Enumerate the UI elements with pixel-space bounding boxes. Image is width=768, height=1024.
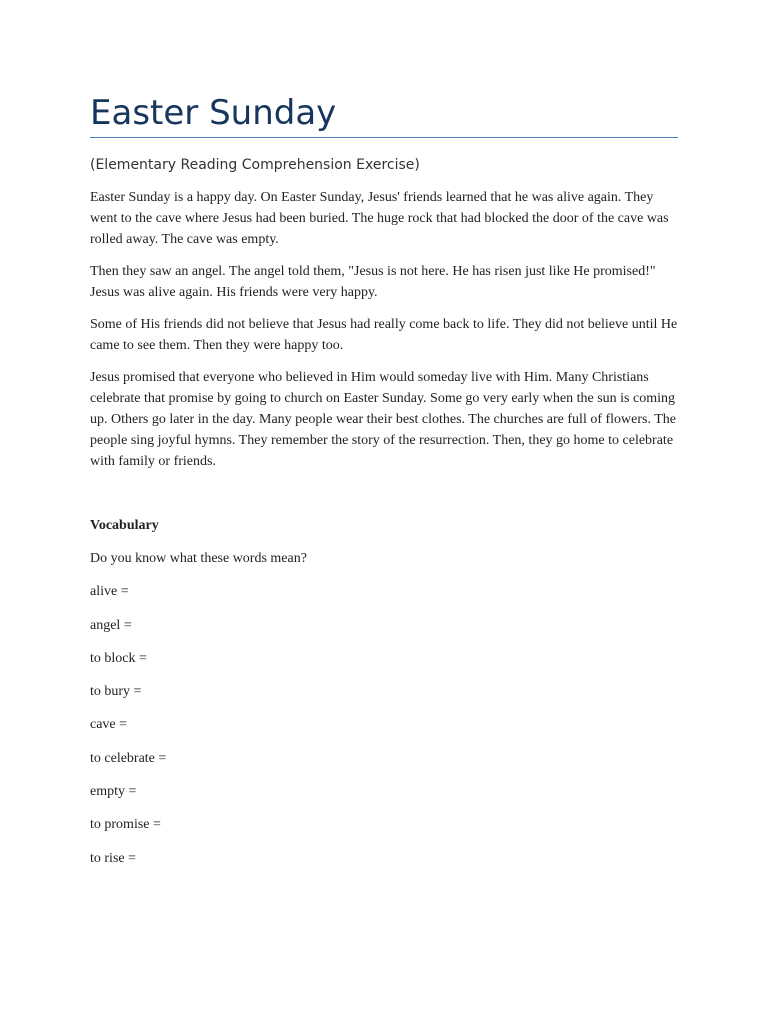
vocabulary-question: Do you know what these words mean? xyxy=(90,551,307,566)
vocabulary-item-to-rise: to rise = xyxy=(90,850,136,866)
vocabulary-item-to-celebrate: to celebrate = xyxy=(90,750,167,766)
vocabulary-item-to-promise: to promise = xyxy=(90,817,161,833)
vocabulary-item-empty: empty = xyxy=(90,784,137,800)
document-content xyxy=(90,92,678,869)
vocabulary-item-to-block: to block = xyxy=(90,650,147,666)
vocabulary-item-to-bury: to bury = xyxy=(90,684,142,700)
paragraph-3: Some of His friends did not believe that Jesus had really come back to life. They did not believe until He came to see them. Then they were happy too. xyxy=(90,317,678,353)
vocabulary-item-angel: angel = xyxy=(90,617,132,633)
page-subtitle: (Elementary Reading Comprehension Exercise) xyxy=(90,157,420,173)
vocabulary-item-alive: alive = xyxy=(90,584,129,600)
vocabulary-list xyxy=(90,582,678,868)
vocabulary-item-cave: cave = xyxy=(90,717,128,733)
paragraph-2: Then they saw an angel. The angel told them, "Jesus is not here. He has risen just like He promised!" Jesus was alive again. His friends were very happy. xyxy=(90,264,656,300)
vocabulary-heading: Vocabulary xyxy=(90,518,159,533)
paragraph-4: Jesus promised that everyone who believed in Him would someday live with Him. Many Christians celebrate that promise by going to church on Easter Sunday. Some go very early when the sun is coming up. Others go later in the day. Many people wear their best clothes. The churches are full of flowers. The people sing joyful hymns. They remember the story of the resurrection. Then, they go home to celebrate with family or friends. xyxy=(90,370,676,469)
page-title: Easter Sunday xyxy=(90,92,678,138)
paragraph-1: Easter Sunday is a happy day. On Easter Sunday, Jesus' friends learned that he was alive again. They went to the cave where Jesus had been buried. The huge rock that had blocked the door of the cave was rolled away. The cave was empty. xyxy=(90,190,669,247)
